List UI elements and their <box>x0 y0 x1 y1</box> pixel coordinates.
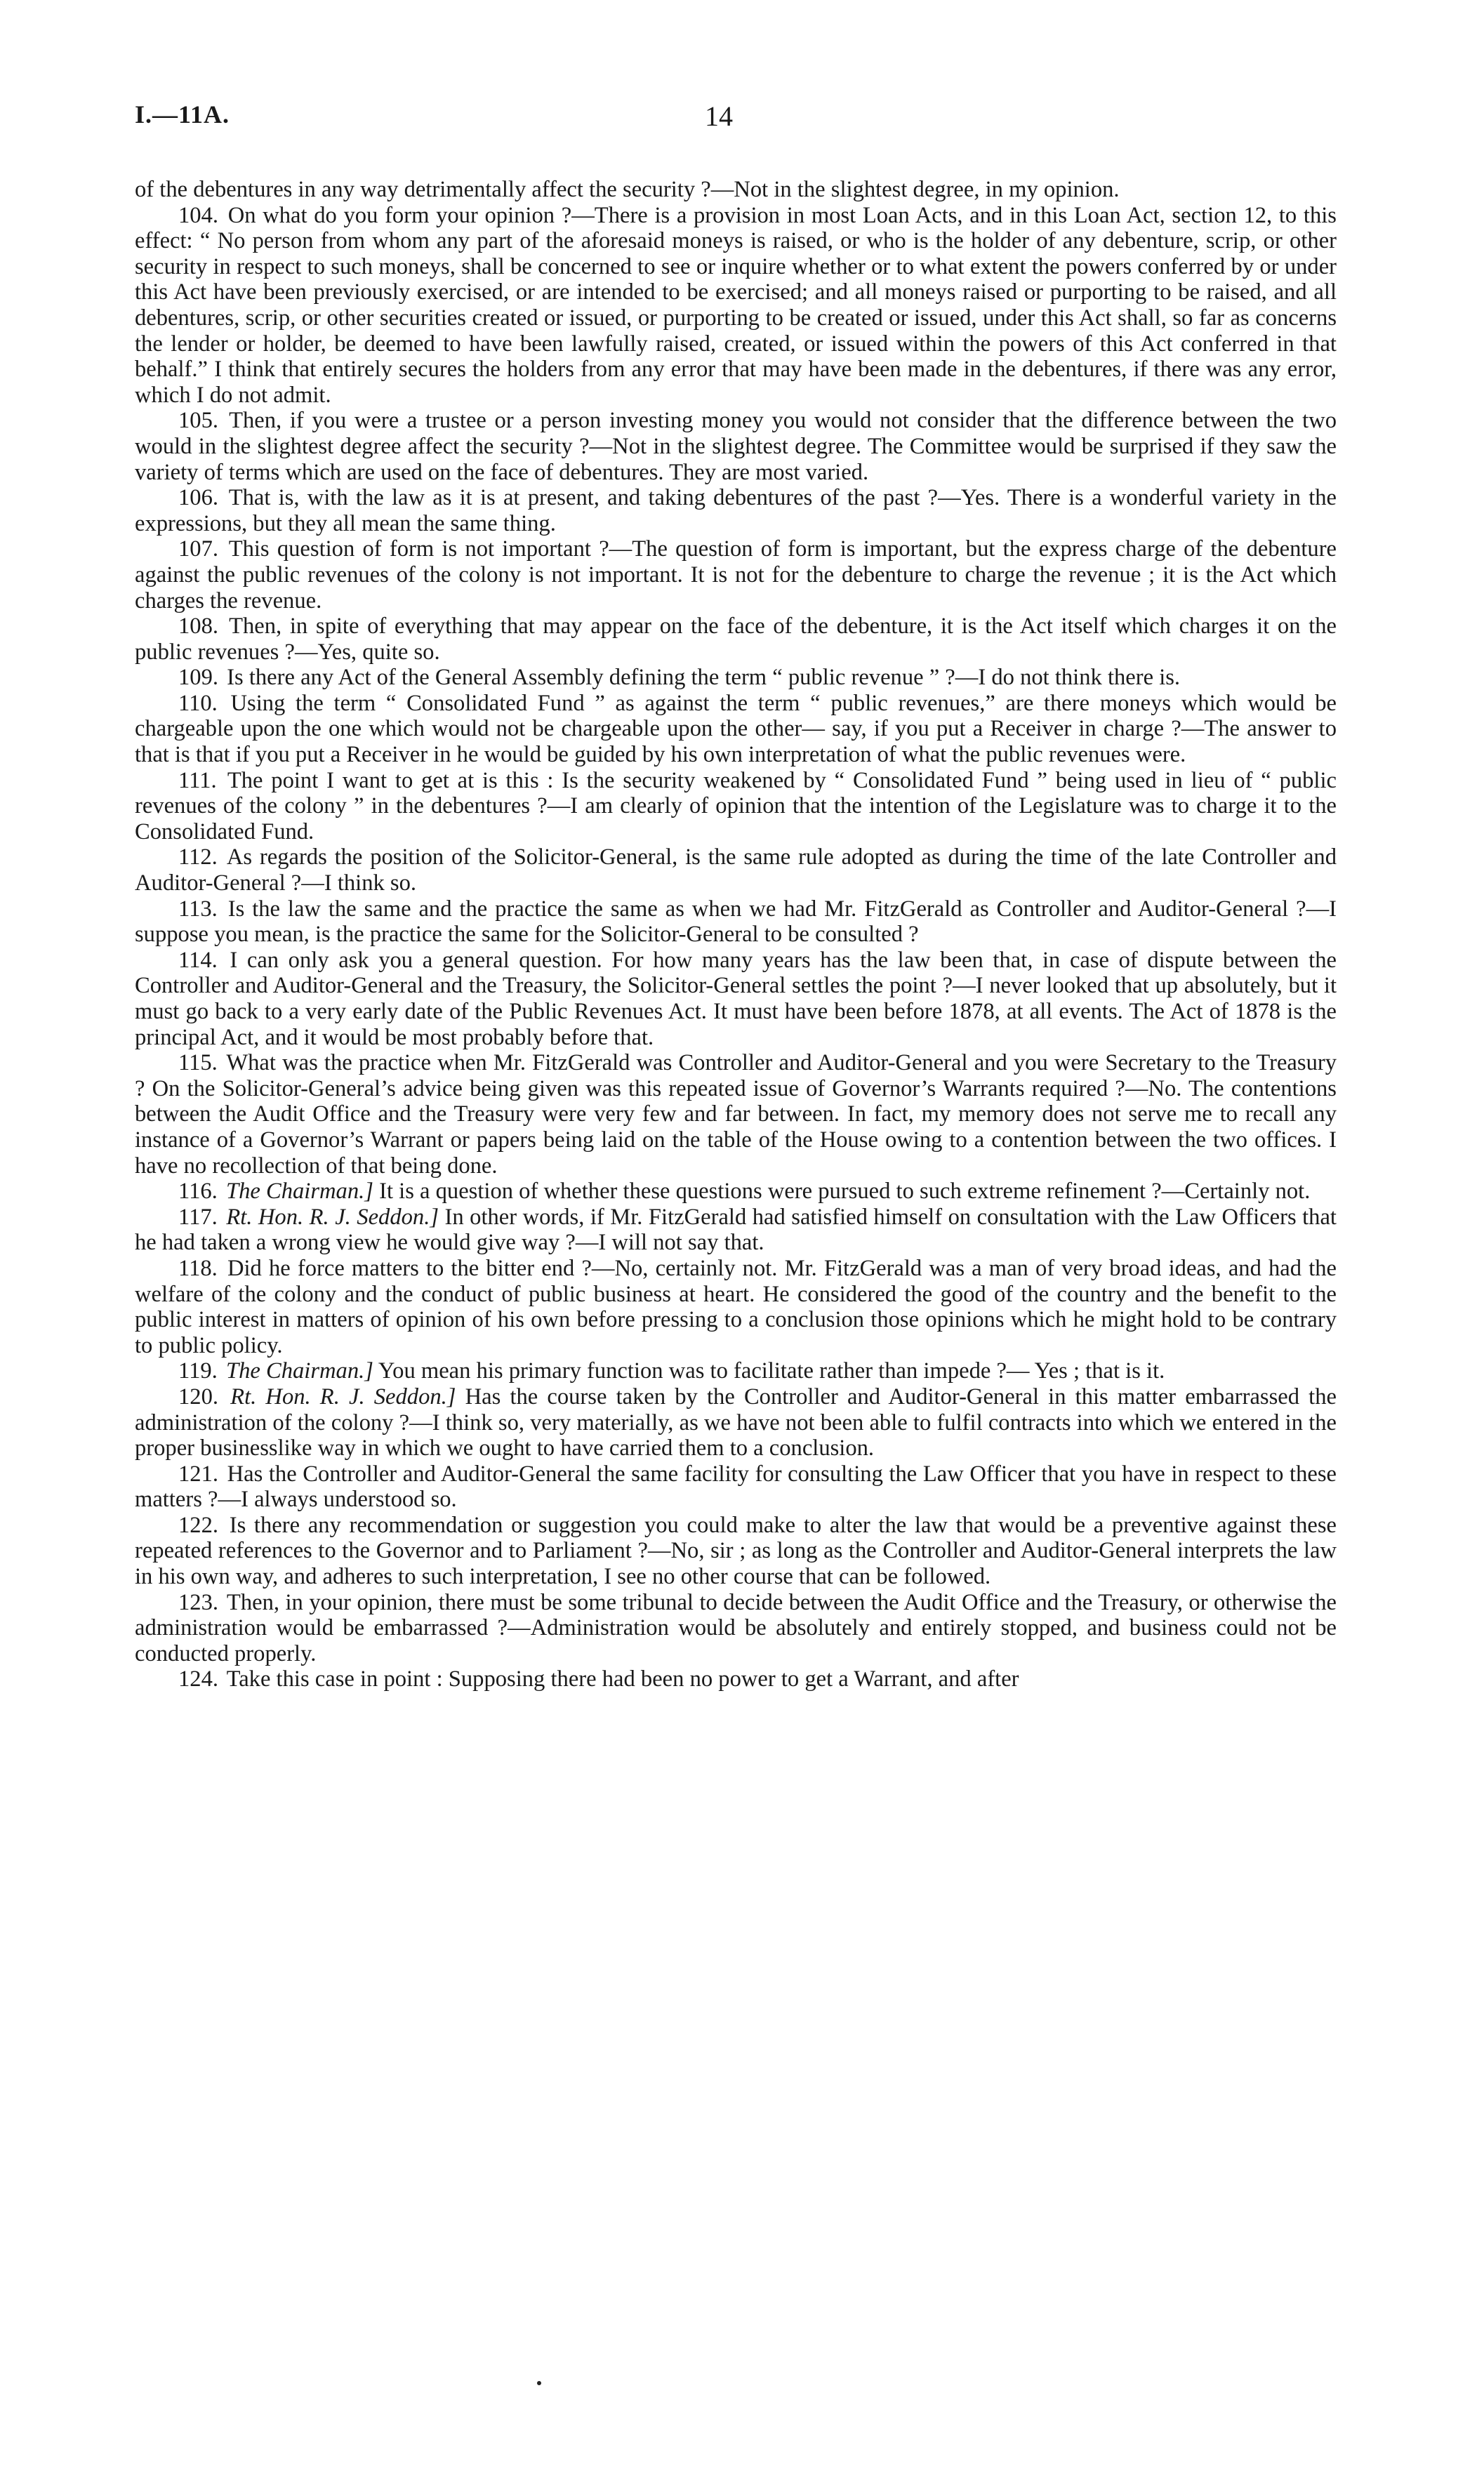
paragraph-text: Then, in spite of everything that may appear on the face of the debenture, it is the Act itself which charges it on the public revenues ?—Yes, quite so. <box>135 614 1337 665</box>
question-answer-paragraph <box>135 691 1337 768</box>
testimony-body <box>135 177 1337 1692</box>
question-number: 118. <box>178 1255 218 1281</box>
paragraph-text: Then, if you were a trustee or a person investing money you would not consider that the difference between the two would in the slightest degree affect the security ?—Not in the slightest degree. The Committee would be surprised if they saw the variety of terms which are used on the face of debentures. They are most varied. <box>135 408 1337 485</box>
speaker-name: The Chairman.] <box>225 1179 373 1205</box>
question-number: 111. <box>178 767 217 793</box>
question-answer-paragraph <box>135 768 1337 845</box>
paragraph-text: Has the Controller and Auditor-General the same facility for consulting the Law Officer that you have in respect to these matters ?—I always understood so. <box>135 1461 1337 1513</box>
question-number: 113. <box>178 896 218 922</box>
paragraph-text: In other words, if Mr. FitzGerald had satisfied himself on consultation with the Law Officers that he had taken a wrong view he would give way ?—I will not say that. <box>135 1204 1337 1256</box>
question-number: 108. <box>178 614 219 639</box>
question-answer-paragraph <box>135 408 1337 485</box>
paragraph-text: On what do you form your opinion ?—There is a provision in most Loan Acts, and in this Loan Act, section 12, to this effect: “ No person from whom any part of the aforesaid moneys is raised, or who is the holder of any debenture, scrip, or other security in respect to such moneys, shall be concerned to see or inquire whether or to what extent the powers conferred by or under this Act have been previously exercised, or are intended to be exercised; and all moneys raised or purporting to be raised, and all debentures, scrip, or other securities created or issued, or purporting to be created or issued, under this Act shall, so far as concerns the lender or holder, be deemed to have been lawfully raised, created, or issued within the powers of this Act conferred in that behalf.” I think that entirely secures the holders from any error that may have been made in the debentures, if there was any error, which I do not admit. <box>135 202 1337 408</box>
question-number: 115. <box>178 1050 218 1076</box>
question-number: 121. <box>178 1461 219 1487</box>
paragraph-text: Take this case in point : Supposing there had been no power to get a Warrant, and after <box>226 1666 1019 1692</box>
question-answer-paragraph <box>135 1590 1337 1667</box>
question-number: 107. <box>178 536 219 562</box>
scan-speck <box>537 2381 541 2385</box>
question-answer-paragraph <box>135 614 1337 665</box>
question-answer-paragraph <box>135 1358 1337 1384</box>
question-answer-paragraph <box>135 1256 1337 1358</box>
question-number: 109. <box>178 665 219 691</box>
speaker-name: Rt. Hon. R. J. Seddon.] <box>230 1384 456 1410</box>
question-number: 110. <box>178 690 218 716</box>
paragraph-text: What was the practice when Mr. FitzGerald was Controller and Auditor-General and you were Secretary to the Treasury ? On the Solicitor-General’s advice being given was this repeated issue of Governor’s Warrants required ?—No. The contentions between the Audit Office and the Treasury were very few and far between. In fact, my memory does not serve me to recall any instance of a Governor’s Warrant or papers being laid on the table of the House owing to a contention between the two offices. I have no recollection of that being done. <box>135 1050 1337 1179</box>
question-answer-paragraph <box>135 203 1337 409</box>
paragraph-text: Then, in your opinion, there must be some tribunal to decide between the Audit Office and the Treasury, or otherwise the administration would be embarrassed ?—Administration would be absolutely and entirely stopped, and business could not be conducted properly. <box>135 1589 1337 1666</box>
page-header <box>135 97 1337 139</box>
paragraph-text: Is there any Act of the General Assembly defining the term “ public revenue ” ?—I do not think there is. <box>227 665 1181 691</box>
question-answer-paragraph <box>135 844 1337 896</box>
question-answer-paragraph <box>135 1050 1337 1179</box>
paragraph-text: This question of form is not important ?—The question of form is important, but the express charge of the debenture against the public revenues of the colony is not important. It is not for the debenture to charge the revenue ; it is the Act which charges the revenue. <box>135 536 1337 614</box>
question-number: 114. <box>178 947 218 973</box>
question-answer-paragraph <box>135 1513 1337 1590</box>
paragraph-text: Is the law the same and the practice the same as when we had Mr. FitzGerald as Controller and Auditor-General ?—I suppose you mean, is the practice the same for the Solicitor-General to be consulted ? <box>135 896 1337 948</box>
question-answer-paragraph <box>135 665 1337 691</box>
question-number: 119. <box>178 1358 218 1384</box>
paragraph-text: You mean his primary function was to facilitate rather than impede ?— Yes ; that is it. <box>378 1358 1165 1384</box>
question-number: 120. <box>178 1384 219 1410</box>
page-number: 14 <box>705 100 733 132</box>
paragraph-text: Is there any recommendation or suggestion you could make to alter the law that would be a preventive against these repeated references to the Governor and to Parliament ?—No, sir ; as long as the Controller and Auditor-General interprets the law in his own way, and adheres to such interpretation, I see no other course that can be followed. <box>135 1512 1337 1590</box>
question-answer-paragraph <box>135 1179 1337 1205</box>
paragraph-text: As regards the position of the Solicitor-General, is the same rule adopted as during the time of the late Controller and Auditor-General ?—I think so. <box>135 844 1337 896</box>
question-answer-paragraph <box>135 1461 1337 1513</box>
question-number: 124. <box>178 1666 219 1692</box>
question-number: 122. <box>178 1512 219 1538</box>
question-answer-paragraph <box>135 1666 1337 1692</box>
question-answer-paragraph <box>135 1205 1337 1256</box>
paper-reference: I.—11A. <box>135 100 230 128</box>
paragraph-text: It is a question of whether these questions were pursued to such extreme refinement ?—Certainly not. <box>379 1179 1311 1205</box>
paragraph-text: Using the term “ Consolidated Fund ” as against the term “ public revenues,” are there moneys which would be chargeable upon the one which would not be chargeable upon the other— say, if you put a Receiver in charge ?—The answer to that is that if you put a Receiver in he would be guided by his own interpretation of what the public revenues were. <box>135 690 1337 768</box>
paragraph-text: Did he force matters to the bitter end ?—No, certainly not. Mr. FitzGerald was a man of very broad ideas, and had the welfare of the colony and the conduct of public business at heart. He considered the good of the country and the benefit to the public interest in matters of opinion of his own before pressing to a conclusion those opinions which he might hold to be contrary to public policy. <box>135 1255 1337 1358</box>
continued-paragraph <box>135 177 1337 203</box>
question-number: 116. <box>178 1179 218 1205</box>
question-answer-paragraph <box>135 948 1337 1050</box>
question-number: 105. <box>178 408 219 434</box>
paragraph-text: The point I want to get at is this : Is the security weakened by “ Consolidated Fund ” being used in lieu of “ public revenues of the colony ” in the debentures ?—I am clearly of opinion that the intention of the Legislature was to charge it to the Consolidated Fund. <box>135 767 1337 844</box>
question-answer-paragraph <box>135 485 1337 536</box>
question-answer-paragraph <box>135 896 1337 948</box>
question-number: 123. <box>178 1589 219 1615</box>
question-answer-paragraph <box>135 536 1337 614</box>
question-number: 112. <box>178 844 218 870</box>
paragraph-text: Has the course taken by the Controller and Auditor-General in this matter embarrassed the administration of the colony ?—I think so, very materially, as we have not been able to fulfil contracts into which we entered in the proper businesslike way in which we ought to have carried them to a conclusion. <box>135 1384 1337 1461</box>
paragraph-text: That is, with the law as it is at present, and taking debentures of the past ?—Yes. There is a wonderful variety in the expressions, but they all mean the same thing. <box>135 485 1337 536</box>
paragraph-text: of the debentures in any way detrimentally affect the security ?—Not in the slightest degree, in my opinion. <box>135 177 1120 202</box>
speaker-name: Rt. Hon. R. J. Seddon.] <box>226 1204 439 1230</box>
paragraph-text: I can only ask you a general question. For how many years has the law been that, in case of dispute between the Controller and Auditor-General and the Treasury, the Solicitor-General settles the point ?—I never looked that up absolutely, but it must go back to a very early date of the Public Revenues Act. It must have been before 1878, at all events. The Act of 1878 is the principal Act, and it would be most probably before that. <box>135 947 1337 1050</box>
question-answer-paragraph <box>135 1384 1337 1461</box>
question-number: 117. <box>178 1204 218 1230</box>
speaker-name: The Chairman.] <box>225 1358 373 1384</box>
question-number: 104. <box>178 202 219 228</box>
question-number: 106. <box>178 485 219 511</box>
